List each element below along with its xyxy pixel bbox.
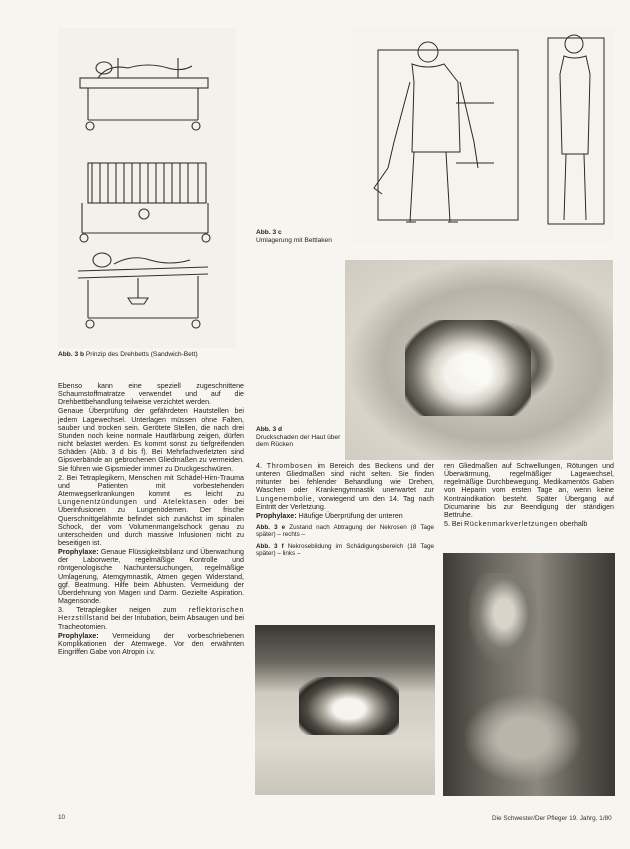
col3-paragraph-1: ren Gliedmaßen auf Schwellungen, Rötungen und Überwärmung, regelmäßiger Lagewechsel, regelmäßige Durchbewegung. Medikamentös Gaben von Heparin vom ersten Tage an, wenn keine Kontraindikation besteht. Später Übergang auf Dicumarine bis zur Beendigung der ständigen Bettruhe.	[444, 462, 614, 519]
col3-p2-tail: oberhalb	[559, 520, 588, 529]
figure-3d-photo	[345, 260, 613, 460]
figure-3c-caption	[256, 229, 336, 244]
col1-paragraph-2: Genaue Überprüfung der gefährdeten Hautstellen bei jedem Lagewechsel. Unterlagen müssen ohne Falten, sauber und trocken sein. Gerötete Stellen, die nach drei Stunden noch keine normale Hautfärbung zeigen, dürfen nicht belastet werden. Es kommt sonst zu tiefgreifenden Schäden (Abb. 3 d bis f). Bei Mehrfachverletzten sind Gipsverbände an gebrochenen Gliedmaßen zu vermeiden. Sie führen wie Gipsmieder immer zu Druckgeschwüren.	[58, 407, 244, 473]
col3-paragraph-2	[444, 520, 614, 528]
figure-3b-caption	[58, 351, 238, 359]
col1-paragraph-1: Ebenso kann eine speziell zugeschnittene Schaumstoffmatratze verwendet und auf die Drehbettbehandlung teilweise verzichtet werden.	[58, 382, 244, 407]
col2-p1-tail: , vorwiegend um den 14. Tag nach Eintritt der Verletzung.	[256, 494, 434, 511]
col3-p2-term: Rückenmarkverletzungen	[464, 520, 558, 529]
column-left-text	[58, 382, 244, 657]
col1-p5-lead: 3. Tetraplegiker neigen zum	[58, 606, 177, 615]
lesion-area	[405, 320, 531, 416]
col1-p3-mid: und	[144, 498, 157, 507]
col2-p1-lead: 4.	[256, 462, 262, 470]
col1-p5-tail: bei der Intubation, beim Absaugen und bei Tracheotomien.	[58, 614, 244, 631]
necrosis-area	[299, 677, 399, 735]
wound-area	[469, 573, 539, 663]
col1-p6-text: Vermeidung der vorbeschriebenen Komplikationen der Atemwege. Vor den erwähnten Eingriffen Gabe von Atropin i.v.	[58, 631, 244, 656]
col3-p2-lead: 5. Bei	[444, 520, 463, 529]
figure-3e-text: Zustand nach Abtragung der Nekrosen (8 Tage später) – rechts –	[256, 524, 434, 539]
journal-footer: Die Schwester/Der Pfleger 19. Jahrg. 1/80	[492, 815, 612, 822]
col1-paragraph-5	[58, 606, 244, 630]
figure-3d-caption	[256, 426, 341, 449]
umlagerung-illustration	[352, 28, 614, 242]
col1-p5-term: reflektorischen Herzstillstand	[58, 606, 244, 623]
drehbett-illustration	[58, 28, 236, 348]
figure-3f-photo	[255, 625, 435, 795]
figure-3e-label: Abb. 3 e	[256, 524, 286, 532]
col2-p1-term2: Lungenembolie	[256, 494, 313, 503]
col1-paragraph-4	[58, 548, 244, 605]
col1-p3-term-lung: Lungenentzündungen	[58, 498, 138, 507]
col1-p4-text: Genaue Flüssigkeitsbilanz und Überwachung der Laborwerte, regelmäßige Kontrolle und röntgenologische Nachuntersuchungen, regelmäßige Umlagerung, Atemgymnastik, Atmen gegen Widerstand, ggf. Beatmung. Hilfe beim Abhusten. Vermeidung der Überdehnung von Magen und Darm. Gezielte Aspiration. Magensonde.	[58, 548, 244, 606]
column-right-text	[444, 462, 614, 529]
column-middle-text	[256, 462, 434, 561]
col1-p3-tail: oder bei Überinfusionen zu Lungenödemen. Der frische Querschnittgelähmte befindet sich zunächst im spinalen Schock, der vom Volumenmangelschock genau zu unterscheiden und durch massive Infusionen nicht zu beseitigen ist.	[58, 498, 244, 547]
col2-p1-term: Thrombosen	[266, 462, 313, 470]
figure-3b-text: Prinzip des Drehbetts (Sandwich-Bett)	[85, 351, 198, 358]
col1-prophylaxe-label-1: Prophylaxe:	[58, 548, 99, 557]
figure-3f-caption	[256, 543, 434, 557]
figure-3d-label: Abb. 3 d	[256, 426, 283, 433]
skin-highlight	[463, 693, 583, 783]
figure-3f-label: Abb. 3 f	[256, 542, 284, 550]
figure-3c-text: Umlagerung mit Bettlaken	[256, 236, 332, 244]
figure-3f-text: Nekrosebildung im Schädigungsbereich (18 Tage später) – links –	[256, 542, 435, 557]
figure-3e-photo	[443, 553, 615, 796]
col1-paragraph-3	[58, 474, 244, 547]
figure-3e-caption	[256, 524, 434, 538]
col2-prophylaxe-label: Prophylaxe:	[256, 511, 297, 520]
figure-3c-drawing	[352, 28, 614, 242]
col2-p1-text: im Bereich des Beckens und der unteren Gliedmaßen sind nicht selten. Sie finden mitunter bei fehlender Behandlung wie Drehen, Waschen oder Krankengymnastik unerwartet zur	[256, 462, 434, 495]
figure-3d-text: Druckschaden der Haut über dem Rücken	[256, 433, 341, 449]
figure-3b-drawing	[58, 28, 236, 348]
col2-p2-text: Häufige Überprüfung der unteren	[298, 511, 403, 520]
figure-3b-label: Abb. 3 b	[58, 351, 85, 358]
col2-paragraph-2	[256, 512, 434, 520]
col1-paragraph-6	[58, 632, 244, 656]
col1-p3-lead: 2. Bei Tetraplegikern, Menschen mit Schädel-Hirn-Trauma und Patienten mit vorbestehenden Atemwegserkrankungen kommt es leicht zu	[58, 473, 244, 499]
col1-p3-term-atelect: Atelektasen	[162, 498, 207, 507]
col2-paragraph-1	[256, 462, 434, 511]
page-number: 10	[58, 814, 66, 821]
col1-prophylaxe-label-2: Prophylaxe:	[58, 631, 99, 640]
figure-3c-label: Abb. 3 c	[256, 229, 282, 236]
